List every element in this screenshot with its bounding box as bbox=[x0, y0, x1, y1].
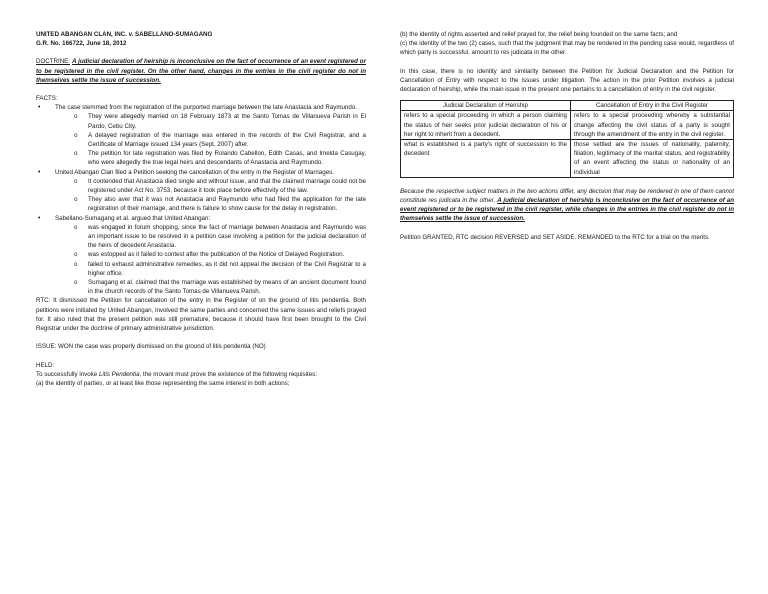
requisite-a: (a) the identity of parties, or at least like those representing the same interest in both actions; bbox=[36, 379, 290, 387]
fact-subitem: o was estopped as it failed to contest after the publication of the Notice of Delayed Registration. bbox=[36, 250, 366, 259]
disposition: Petition GRANTED, RTC decision REVERSED and SET ASIDE. REMANDED to the RTC for a trial on the merits. bbox=[400, 233, 710, 241]
fact-subitem: o Sumagang et al. claimed that the marriage was established by means of an ancient document found in the church records of the Santo Tomas de Villanueva Parish. bbox=[36, 278, 366, 296]
right-column bbox=[400, 30, 734, 242]
left-column bbox=[36, 30, 366, 388]
issue: ISSUE: WON the case was properly dismissed on the ground of litis pendentia (NO) bbox=[36, 343, 266, 351]
table-cell: refers to a special proceeding whereby a substantial change affecting the civil status of a party is sought through the amendment of the entry in the civil register. bbox=[571, 111, 734, 140]
case-number: G.R. No. 166722, June 18, 2012 bbox=[36, 40, 127, 48]
fact-item: • United Abangan Clan filed a Petition seeking the cancellation of the entry in the Register of Marriages. bbox=[36, 168, 366, 177]
case-title: UNITED ABANGAN CLAN, INC. v. SABELLANO-SUMAGANG bbox=[36, 31, 213, 38]
fact-subitem: o They also aver that it was not Anastacia and Raymundo who had filed the application for the late registration of their marriage, and there is failure to show cause for the delay in registration. bbox=[36, 195, 366, 213]
facts-list bbox=[36, 103, 366, 296]
analysis-paragraph: In this case, there is no identity and similarity between the Petition for Judicial Declaration and the Petition for Cancellation of Entry with respect to the issues under litigation. The action in the prior Petition involves a judicial declaration of heirship, while the main issue in the present one pertains to a cancellation of entry in the civil register. bbox=[400, 67, 734, 94]
table-header: Judicial Declaration of Heirship bbox=[401, 101, 571, 111]
fact-subitem: o A delayed registration of the marriage was entered in the records of the Civil Registrar, and a Certificate of Marriage issued 134 years (Sept. 2007) after. bbox=[36, 131, 366, 149]
conclusion-doctrine: A judicial declaration of heirship is inconclusive on the fact of occurrence of an event registered or to be registered in the civil register, while changes in the entries in the civil register do not in themselves settle the issue of succession. bbox=[400, 197, 734, 223]
fact-item: • The case stemmed from the registration of the purported marriage between the late Anastacia and Raymundo. bbox=[36, 103, 366, 112]
table-row bbox=[401, 140, 734, 178]
requisite-c: (c) the identity of the two (2) cases, such that the judgment that may be rendered in the pending case would, regardless of which party is successful, amount to res judicata in the other. bbox=[400, 40, 734, 57]
rtc-ruling: RTC: It dismissed the Petition for cancellation of the entry in the Register of on the ground of litis pendentia. Both petitions were initiated by United Abangan, involved the same parties and concerned the same issues and reliefs prayed for. It also ruled that the present petition was still premature, because it should have first been brought to the Civil Registrar under the doctrine of primary administrative jurisdiction. bbox=[36, 297, 366, 333]
held-intro bbox=[36, 370, 366, 379]
doctrine-text: A judicial declaration of heirship is inconclusive on the fact of occurrence of an event registered or to be registered in the civil register. On the other hand, changes in the entries in the civil register do not in themselves settle the issue of succession. bbox=[36, 58, 366, 84]
fact-subitem: o was engaged in forum shopping, since the fact of marriage between Anastacia and Raymundo was an important issue to be resolved in a petition case involving a petition for the judicial declaration of the heirs of decedent Anastacia. bbox=[36, 223, 366, 251]
held-intro-text: To successfully invoke bbox=[36, 370, 99, 378]
requisite-b: (b) the identity of rights asserted and relief prayed for, the relief being founded on the same facts; and bbox=[400, 31, 678, 38]
fact-subitem: o They were allegedly married on 18 February 1873 at the Santo Tomas de Villanueva Parish in El Pardo, Cebu City. bbox=[36, 112, 366, 130]
facts-heading: FACTS: bbox=[36, 95, 58, 103]
litis-pendentia-term: Litis Pendentia bbox=[98, 370, 140, 378]
held-heading: HELD: bbox=[36, 361, 55, 369]
table-header: Cancellation of Entry in the Civil Register bbox=[571, 101, 734, 111]
held-intro-text-end: , the movant must prove the existence of the following requisites: bbox=[139, 370, 317, 378]
fact-subitem: o failed to exhaust administrative remedies, as it did not appeal the decision of the Civil Registrar to a higher office. bbox=[36, 260, 366, 278]
table-cell: refers to a special proceeding in which a person claiming the status of heir seeks prior judicial declaration of his or her right to inherit from a decedent. bbox=[401, 111, 571, 140]
conclusion-paragraph bbox=[400, 187, 734, 224]
comparison-table bbox=[400, 100, 734, 178]
fact-item: • Sabellano-Sumagang et al. argued that United Abangan: bbox=[36, 214, 366, 223]
table-cell: what is established is a party's right of succession to the decedent bbox=[401, 140, 571, 178]
conclusion-italic: Because the respective subject matters in the two actions differ, any decision that may be rendered in one of them cannot constitute res judicata in the other. bbox=[400, 187, 734, 205]
table-header-row bbox=[401, 101, 734, 111]
table-cell: those settled are the issues of nationality, paternity, filiation, legitimacy of the marital status, and registrability of an event affecting the status or nationality of an individual bbox=[571, 140, 734, 178]
doctrine-label: DOCTRINE: bbox=[36, 58, 71, 66]
table-row bbox=[401, 111, 734, 140]
fact-subitem: o It contended that Anastacia died single and without issue, and that the claimed marriage could not be registered under Act No. 3753, because it took place before effectivity of the law. bbox=[36, 177, 366, 195]
fact-subitem: o The petition for late registration was filed by Rolando Cabellon, Edith Casas, and Imelda Casugay, who were allegedly the true legal heirs and descendants of Anastacia and Raymundo. bbox=[36, 149, 366, 167]
doctrine bbox=[36, 57, 366, 85]
